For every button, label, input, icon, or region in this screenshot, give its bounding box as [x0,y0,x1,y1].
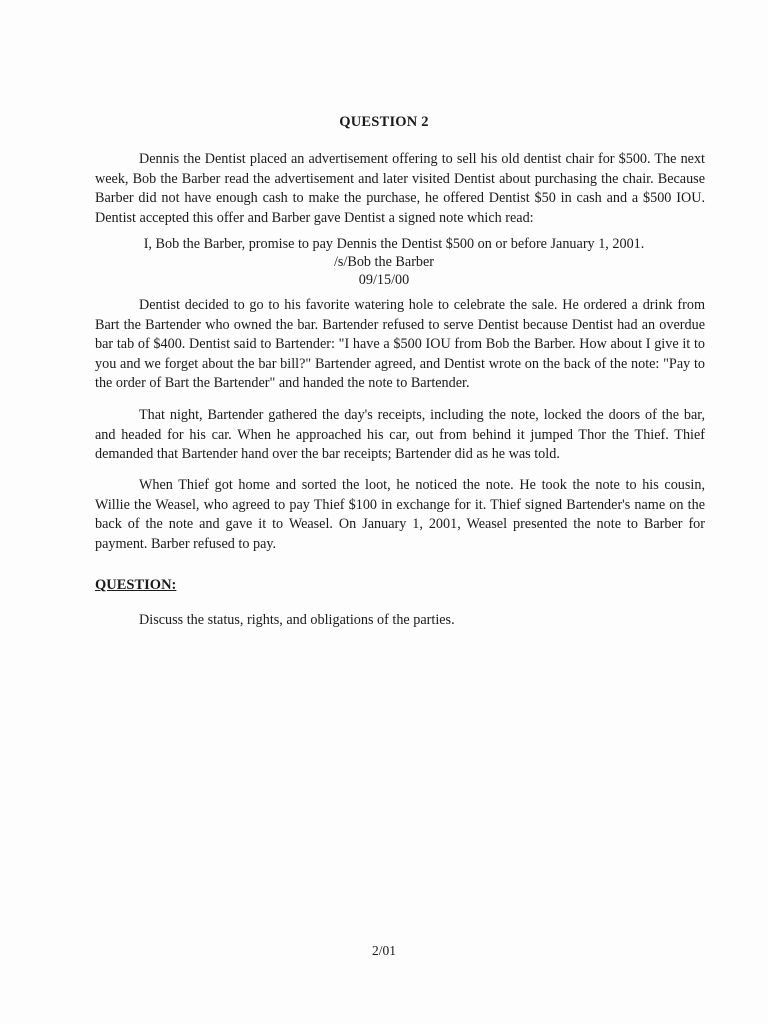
paragraph-thief: That night, Bartender gathered the day's receipts, including the note, locked the doors of the bar, and headed for his car. When he approached his car, out from behind it jumped Thor the Thief. Thief demanded that Bartender hand over the bar receipts; Bartender did as he was told. [95,407,705,462]
paragraph-weasel: When Thief got home and sorted the loot, he noticed the note. He took the note to his cousin, Willie the Weasel, who agreed to pay Thief $100 in exchange for it. Thief signed Bartender's name on the back of the note and gave it to Weasel. On January 1, 2001, Weasel presented the note to Barber for payment. Barber refused to pay. [95,477,705,552]
note-date: 09/15/00 [358,272,410,288]
page-footer-date: 2/01 [371,943,396,958]
paragraph-bartender: Dentist decided to go to his favorite watering hole to celebrate the sale. He ordered a drink from Bart the Bartender who owned the bar. Bartender refused to serve Dentist because Dentist had an overdue bar tab of $400. Dentist said to Bartender: "I have a $500 IOU from Bob the Barber. How about I give it to you and we forget about the bar bill?" Bartender agreed, and Dentist wrote on the back of the note: "Pay to the order of Bart the Bartender" and handed the note to Bartender. [95,297,705,391]
page-title: QUESTION 2 [339,114,429,130]
note-promise-text: I, Bob the Barber, promise to pay Dennis the Dentist $500 on or before January 1, 2001. [143,236,645,252]
question-prompt: Discuss the status, rights, and obligations of the parties. [139,612,455,628]
paragraph-intro: Dennis the Dentist placed an advertisement offering to sell his old dentist chair for $500. The next week, Bob the Barber read the advertisement and later visited Dentist about purchasing the chair. Because Barber did not have enough cash to make the purchase, he offered Dentist $50 in cash and a $500 IOU. Dentist accepted this offer and Barber gave Dentist a signed note which read: [95,151,705,226]
note-signature: /s/Bob the Barber [333,254,435,270]
question-heading: QUESTION: [95,577,177,593]
promissory-note [0,235,768,289]
